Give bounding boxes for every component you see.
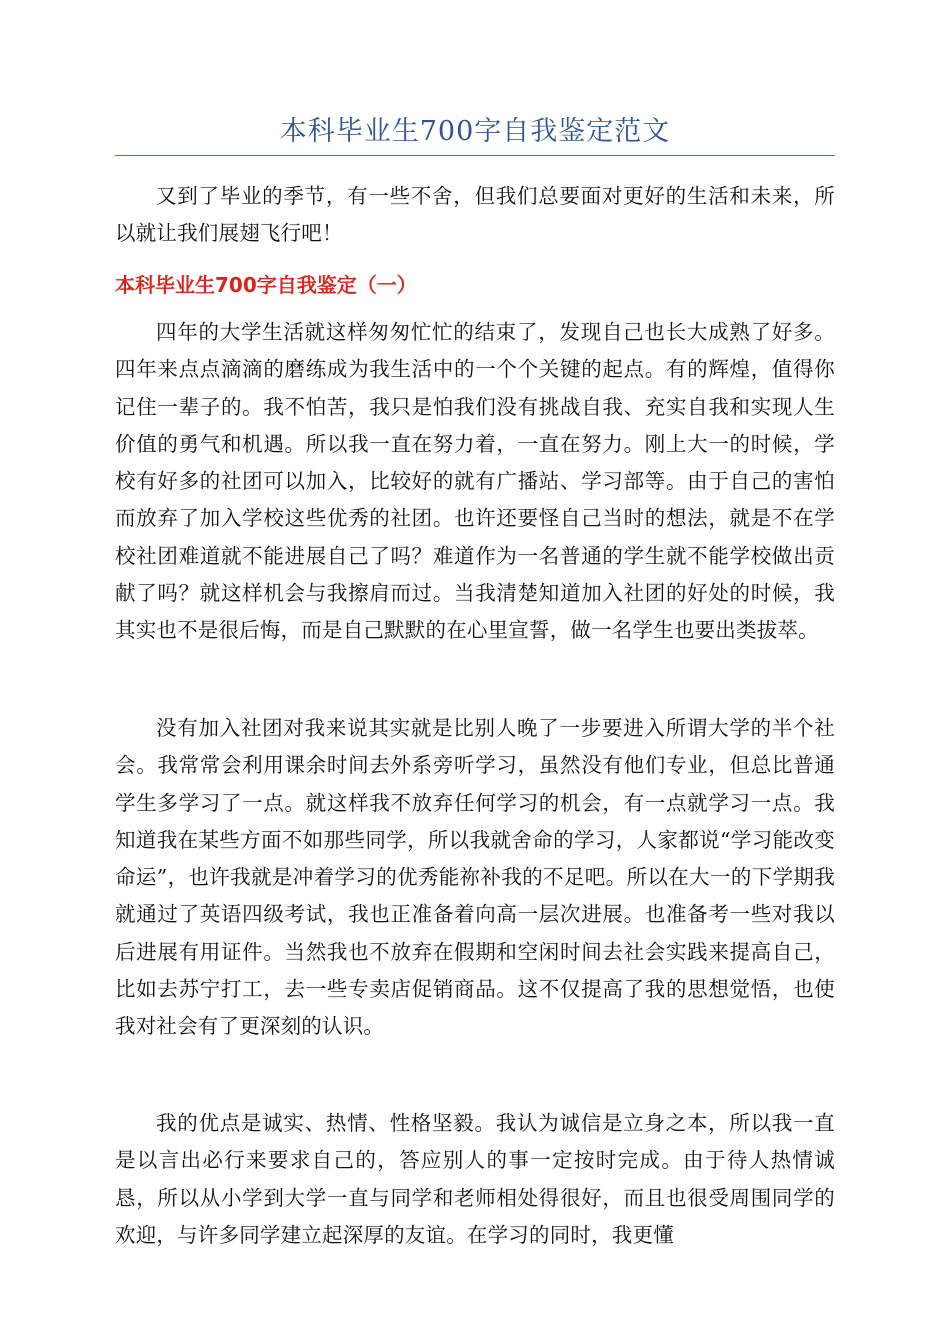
document-title: 本科毕业生700字自我鉴定范文: [279, 116, 671, 147]
body-paragraph-2: 没有加入社团对我来说其实就是比别人晚了一步要进入所谓大学的半个社会。我常常会利用课余时间去外系旁听学习，虽然没有他们专业，但总比普通学生多学习了一点。就这样我不放弃任何学习的机会，有一点就学习一点。我知道我在某些方面不如那些同学，所以我就舍命的学习，人家都说“学习能改变命运”，也许我就是冲着学习的优秀能祢补我的不足吧。所以在大一的下学期我就通过了英语四级考试，我也正准备着向高一层次进展。也准备考一些对我以后进展有用证件。当然我也不放弃在假期和空闲时间去社会实践来提高自己，比如去苏宁打工，去一些专卖店促销商品。这不仅提高了我的思想觉悟，也使我对社会有了更深刻的认识。: [115, 716, 835, 1039]
title-underline: [115, 155, 835, 156]
body-paragraph-3: 我的优点是诚实、热情、性格坚毅。我认为诚信是立身之本，所以我一直是以言出必行来要求自己的，答应别人的事一定按时完成。由于待人热情诚恳，所以从小学到大学一直与同学和老师相处得很好，而且也很受周围同学的欢迎，与许多同学建立起深厚的友谊。在学习的同时，我更懂: [115, 1111, 835, 1247]
intro-paragraph: 又到了毕业的季节，有一些不舍，但我们总要面对更好的生活和未来，所以就让我们展翅飞行吧！: [115, 184, 835, 246]
body-paragraph-1: 四年的大学生活就这样匆匆忙忙的结束了，发现自己也长大成熟了好多。四年来点点滴滴的磨练成为我生活中的一个个关键的起点。有的辉煌，值得你记住一辈子的。我不怕苦，我只是怕我们没有挑战自我、充实自我和实现人生价值的勇气和机遇。所以我一直在努力着，一直在努力。刚上大一的时候，学校有好多的社团可以加入，比较好的就有广播站、学习部等。由于自己的害怕而放弃了加入学校这些优秀的社团。也许还要怪自己当时的想法，就是不在学校社团难道就不能进展自己了吗？难道作为一名普通的学生就不能学校做出贡献了吗？就这样机会与我擦肩而过。当我清楚知道加入社团的好处的时候，我其实也不是很后悔，而是自己默默的在心里宣誓，做一名学生也要出类拔萃。: [115, 320, 835, 643]
section-heading: 本科毕业生700字自我鉴定（一）: [115, 273, 417, 297]
